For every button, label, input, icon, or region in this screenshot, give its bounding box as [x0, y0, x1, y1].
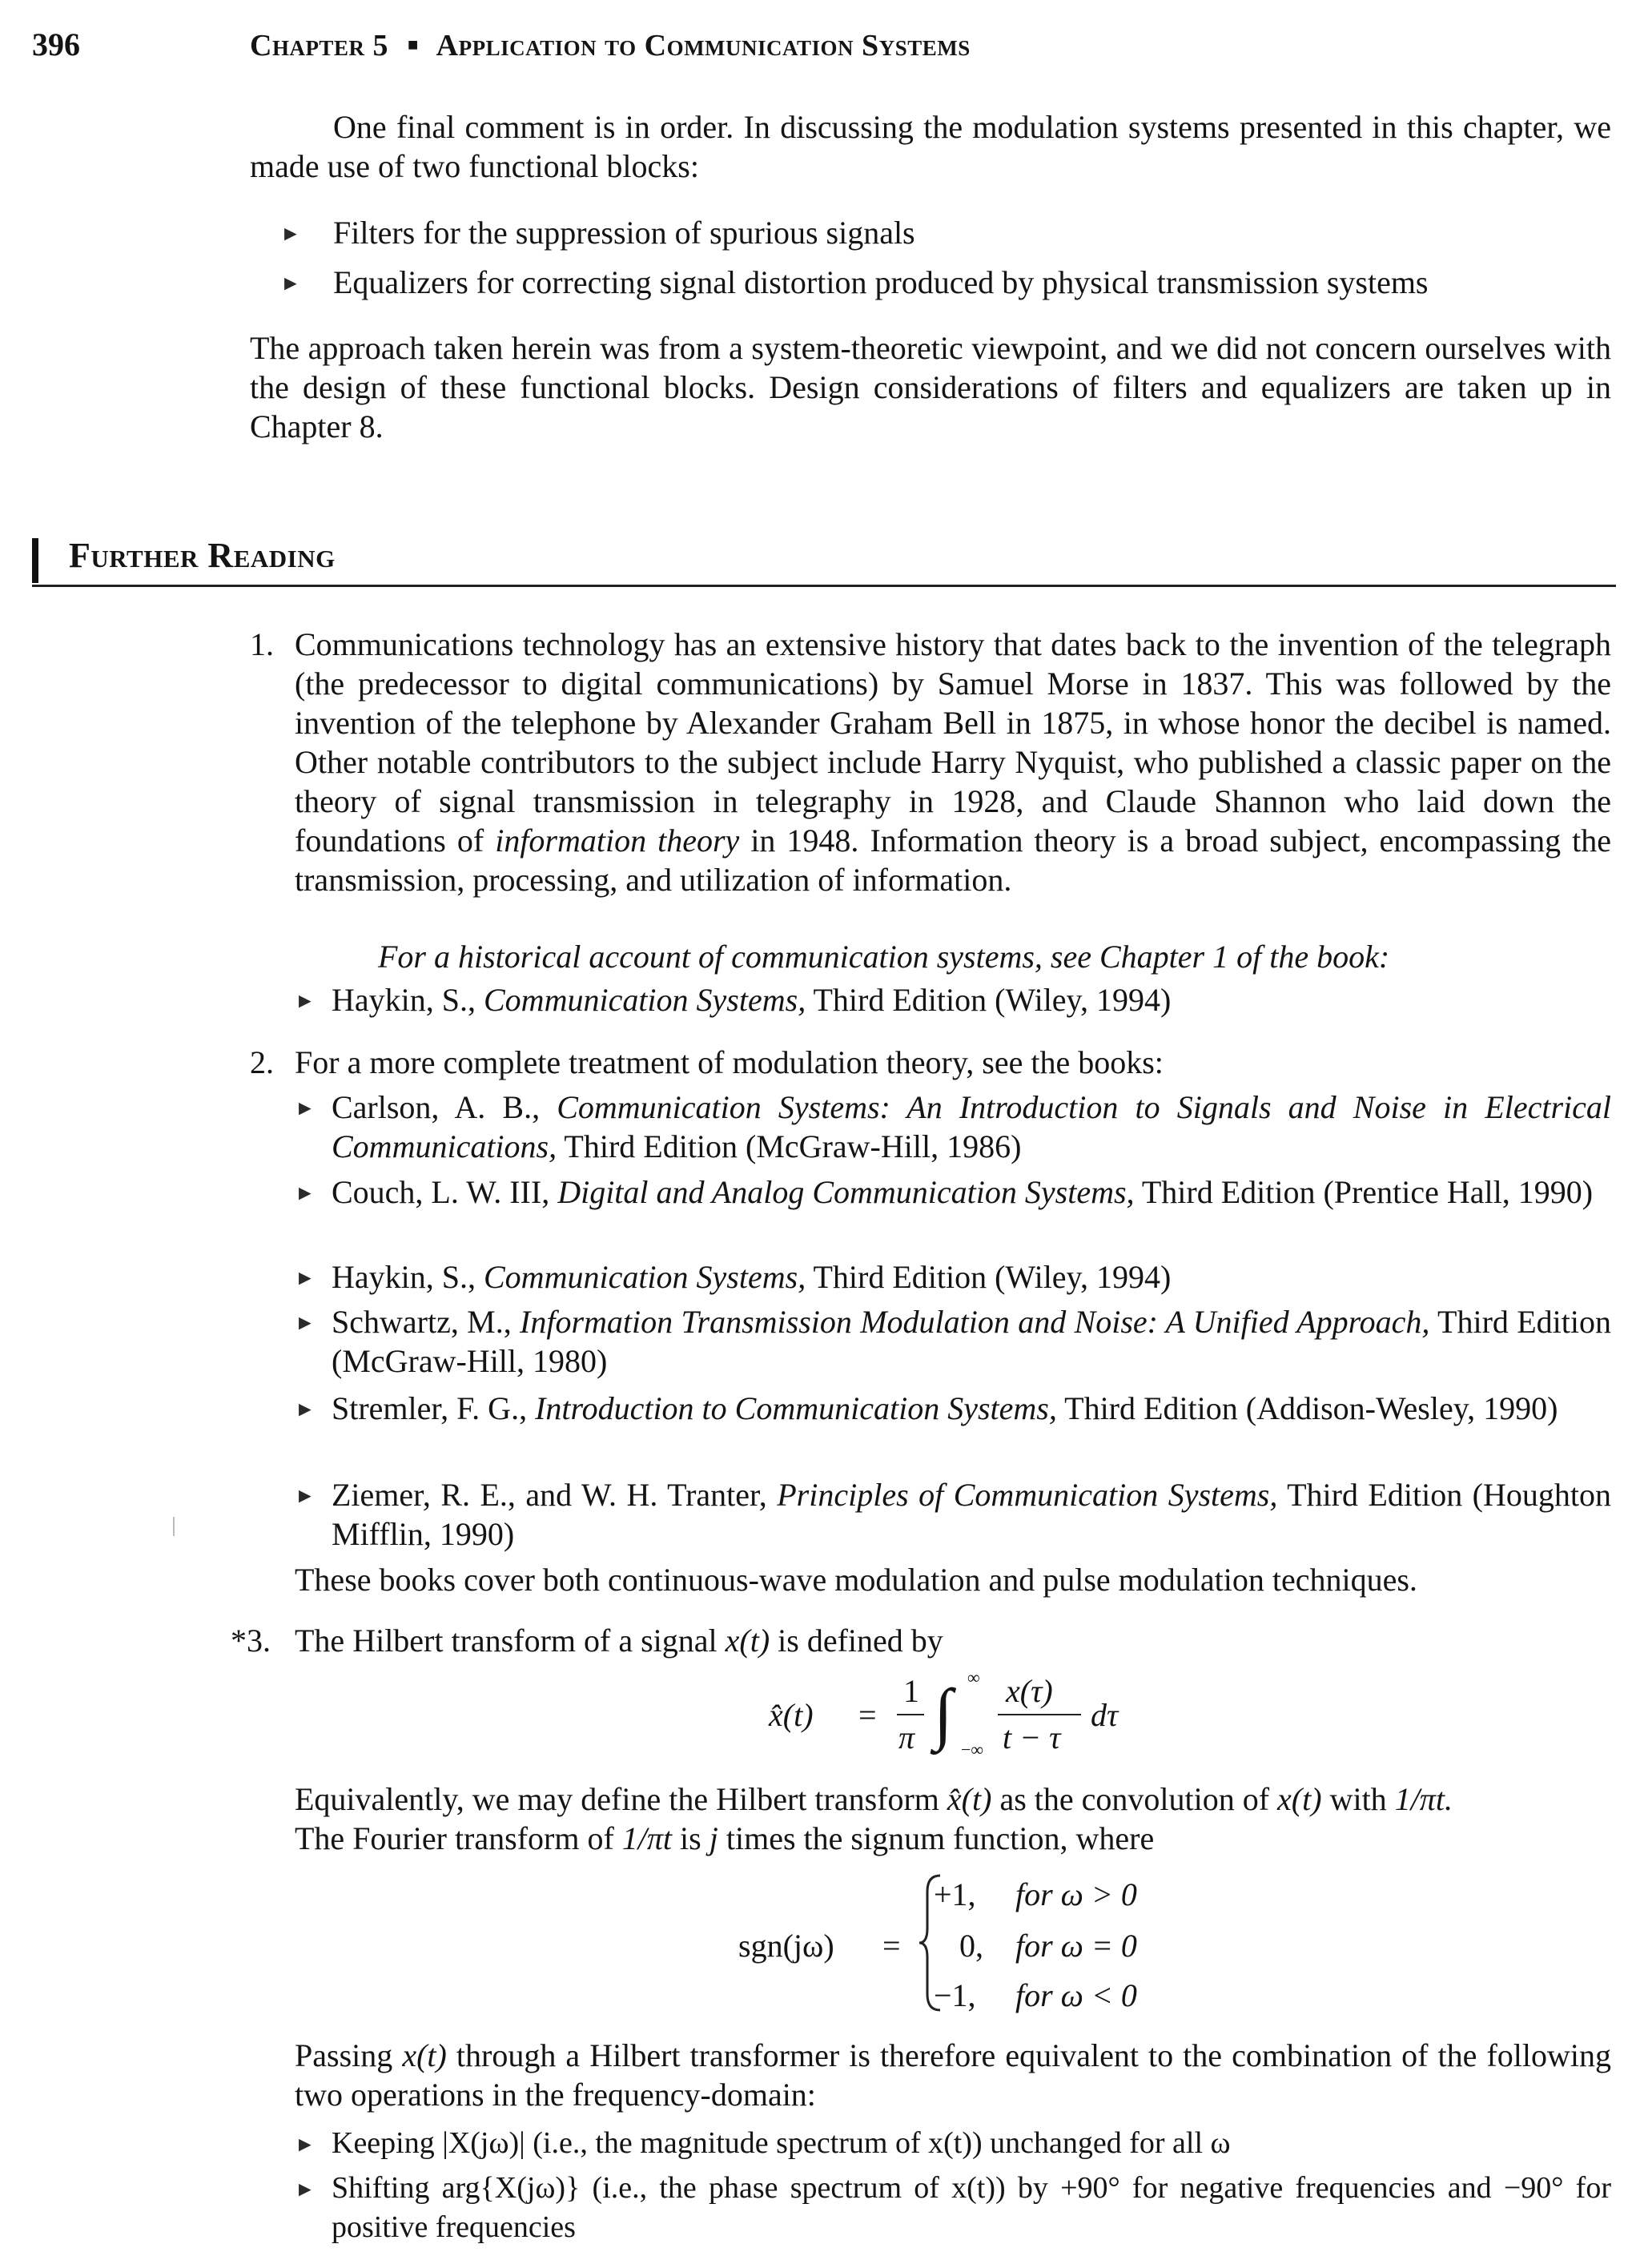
math-variable: x(t) — [402, 2037, 447, 2073]
eq-lower-limit: −∞ — [961, 1739, 984, 1759]
ref-author: Ziemer, R. E., and W. H. Tranter, — [332, 1477, 778, 1513]
text: Passing — [295, 2037, 403, 2073]
item-1-note: For a historical account of communication systems, see Chapter 1 of the book: — [378, 939, 1390, 975]
intro-bullet-2: Equalizers for correcting signal distortion produced by physical transmission systems — [333, 264, 1429, 300]
bullet-icon: ► — [295, 2178, 316, 2201]
ref-title: Introduction to Communication Systems, — [535, 1390, 1057, 1426]
bullet-icon: ► — [295, 1311, 316, 1334]
case-condition: for ω < 0 — [1015, 1977, 1137, 2013]
ref-title: Digital and Analog Communication Systems, — [557, 1174, 1135, 1210]
text: as the convolution of — [991, 1781, 1278, 1817]
item-2-reference — [332, 1302, 1611, 1381]
section-marker — [32, 538, 38, 583]
bullet-icon: ► — [295, 989, 316, 1012]
integral-sign-icon: ∫ — [934, 1675, 953, 1751]
bullet-icon: ► — [280, 222, 301, 245]
bullet-icon: ► — [295, 1484, 316, 1507]
ref-details: Third Edition (Houghton Mifflin, 1990) — [332, 1477, 1611, 1552]
bullet-icon: ► — [280, 271, 301, 295]
math-variable: x̂(t) — [947, 1781, 992, 1817]
fraction-bar — [897, 1714, 924, 1715]
section-rule — [32, 585, 1616, 587]
eq-numerator-one: 1 — [903, 1673, 919, 1709]
case-value: 0, — [959, 1928, 983, 1964]
chapter-title: Application to Communication Systems — [436, 29, 971, 62]
running-header — [250, 27, 971, 68]
item-1-reference — [332, 980, 1611, 1019]
item-1-text — [295, 625, 1611, 899]
eq-numerator: x(τ) — [1006, 1673, 1053, 1709]
item-2-closing: These books cover both continuous-wave modulation and pulse modulation techniques. — [295, 1562, 1417, 1598]
math-variable: 1/πt. — [1394, 1781, 1453, 1817]
ref-author: Stremler, F. G., — [332, 1390, 536, 1426]
page-number: 396 — [32, 26, 80, 62]
item-2-reference — [332, 1475, 1611, 1554]
eq-lhs: x̂(t) — [769, 1697, 814, 1733]
ref-author: Haykin, S., — [332, 982, 484, 1018]
item-3-intro-a: The Hilbert transform of a signal — [295, 1623, 726, 1659]
ref-details: Third Edition (Wiley, 1994) — [806, 982, 1172, 1018]
item-3-operation-2: Shifting arg{X(jω)} (i.e., the phase spectrum of x(t)) by +90° for negative frequencies and −90° for positive frequencies — [332, 2171, 1611, 2244]
math-variable: x(t) — [1277, 1781, 1322, 1817]
item-number: 1. — [250, 626, 274, 662]
eq-lhs: sgn(jω) — [738, 1928, 834, 1964]
eq-denominator: t − τ — [1003, 1719, 1061, 1755]
item-1-text-b: in 1948. Information theory is a broad subject, encompassing the transmission, processing, and utilization of information. — [295, 822, 1612, 898]
text: with — [1321, 1781, 1395, 1817]
case-value: +1, — [934, 1876, 976, 1912]
item-2-reference — [332, 1257, 1611, 1297]
ref-author: Haykin, S., — [332, 1259, 484, 1295]
text: The Fourier transform of — [295, 1820, 622, 1856]
eq-equals: = — [858, 1697, 877, 1733]
text: is — [672, 1820, 709, 1856]
section-title: Further Reading — [69, 536, 336, 575]
fraction-bar — [998, 1714, 1081, 1715]
eq-upper-limit: ∞ — [967, 1667, 980, 1687]
ref-title: Communication Systems, — [484, 982, 806, 1018]
item-3-para-2 — [295, 2036, 1611, 2114]
item-2-reference — [332, 1172, 1611, 1212]
ref-title: Communication Systems, — [484, 1259, 806, 1295]
hilbert-equation — [769, 1666, 1137, 1770]
chapter-label: Chapter 5 — [250, 29, 388, 62]
eq-pi: π — [898, 1719, 915, 1755]
item-2-reference — [332, 1389, 1611, 1428]
ref-author: Schwartz, M., — [332, 1304, 521, 1340]
item-2-intro: For a more complete treatment of modulation theory, see the books: — [295, 1044, 1164, 1080]
item-2-reference — [332, 1088, 1611, 1166]
item-1-italic-term: information theory — [495, 822, 740, 859]
intro-paragraph: One final comment is in order. In discussing the modulation systems presented in this chapter, we made use of two functional blocks: — [250, 109, 1611, 184]
bullet-icon: ► — [295, 2133, 316, 2156]
ref-details: Third Edition (Addison-Wesley, 1990) — [1056, 1390, 1558, 1426]
math-variable: 1/πt — [621, 1820, 673, 1856]
item-3-para-1 — [295, 1779, 1624, 1819]
case-condition: for ω > 0 — [1015, 1876, 1137, 1912]
item-3-intro — [295, 1621, 1611, 1660]
ref-author: Carlson, A. B., — [332, 1089, 557, 1125]
signum-equation — [737, 1866, 1185, 2026]
case-value: −1, — [934, 1977, 976, 2013]
ref-author: Couch, L. W. III, — [332, 1174, 558, 1210]
header-separator: ■ — [407, 34, 419, 54]
item-number: 2. — [250, 1044, 274, 1080]
bullet-icon: ► — [295, 1397, 316, 1421]
intro-closing-paragraph: The approach taken herein was from a system-theoretic viewpoint, and we did not concern ourselves with the design of these functional blocks. Design considerations of filters and equalizers are taken up in Chapter 8. — [250, 330, 1611, 444]
text: Equivalently, we may define the Hilbert transform — [295, 1781, 947, 1817]
item-3-para-1-line-2 — [295, 1819, 1611, 1858]
ref-title: Information Transmission Modulation and Noise: A Unified Approach, — [520, 1304, 1430, 1340]
item-3-intro-b: is defined by — [770, 1623, 943, 1659]
math-variable: x(t) — [725, 1623, 770, 1659]
scan-mark — [173, 1517, 175, 1536]
bullet-icon: ► — [295, 1096, 316, 1120]
bullet-icon: ► — [295, 1266, 316, 1289]
text: times the signum function, where — [718, 1820, 1155, 1856]
ref-details: Third Edition (McGraw-Hill, 1980) — [332, 1304, 1611, 1379]
math-variable: j — [709, 1820, 718, 1856]
ref-details: Third Edition (Wiley, 1994) — [806, 1259, 1172, 1295]
case-condition: for ω = 0 — [1015, 1928, 1137, 1964]
item-number: *3. — [231, 1623, 271, 1659]
bullet-icon: ► — [295, 1181, 316, 1204]
ref-title: Principles of Communication Systems, — [777, 1477, 1278, 1513]
ref-details: Third Edition (Prentice Hall, 1990) — [1134, 1174, 1594, 1210]
text: through a Hilbert transformer is therefore equivalent to the combination of the following two operations in the frequency-domain: — [295, 2037, 1611, 2113]
ref-details: Third Edition (McGraw-Hill, 1986) — [557, 1128, 1022, 1164]
ref-title: Communication Systems: An Introduction to Signals and Noise in Electrical Communications, — [332, 1089, 1611, 1164]
item-3-operation-1: Keeping |X(jω)| (i.e., the magnitude spectrum of x(t)) unchanged for all ω — [332, 2126, 1231, 2160]
intro-bullet-1: Filters for the suppression of spurious signals — [333, 215, 915, 251]
eq-equals: = — [882, 1928, 901, 1964]
item-1-text-a: Communications technology has an extensive history that dates back to the invention of the telegraph (the predecessor to digital communications) by Samuel Morse in 1837. This was followed by the invention of the telephone by Alexander Graham Bell in 1875, in whose honor the decibel is named. Other notable contributors to the subject include Harry Nyquist, who published a classic paper on the theory of signal transmission in telegraphy in 1928, and Claude Shannon who laid down the foundations of — [295, 626, 1611, 859]
eq-dtau: dτ — [1091, 1697, 1119, 1733]
